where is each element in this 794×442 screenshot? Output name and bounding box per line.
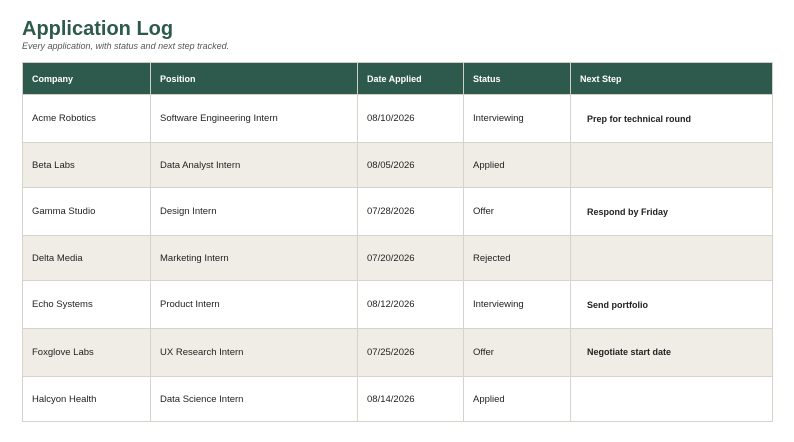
date-applied-cell: 08/05/2026: [358, 143, 464, 188]
position-cell: UX Research Intern: [151, 329, 358, 377]
next-step-cell: [571, 377, 773, 422]
date-applied-cell: 08/12/2026: [358, 281, 464, 329]
date-applied-cell: 08/10/2026: [358, 95, 464, 143]
column-header-status[interactable]: Status: [464, 63, 571, 95]
company-cell: Echo Systems: [23, 281, 151, 329]
page-title: Application Log: [22, 18, 174, 40]
table-header: [23, 63, 773, 95]
column-header-next-step[interactable]: Next Step: [571, 63, 773, 95]
next-step-cell: Prep for technical round: [571, 95, 773, 143]
status-cell: Applied: [464, 143, 571, 188]
position-cell: Product Intern: [151, 281, 358, 329]
column-header-company[interactable]: Company: [23, 63, 151, 95]
table-row[interactable]: [23, 143, 773, 188]
company-cell: Beta Labs: [23, 143, 151, 188]
status-cell: Offer: [464, 329, 571, 377]
date-applied-cell: 07/25/2026: [358, 329, 464, 377]
position-cell: Design Intern: [151, 188, 358, 236]
status-cell: Interviewing: [464, 95, 571, 143]
next-step-cell: Respond by Friday: [571, 188, 773, 236]
status-cell: Rejected: [464, 236, 571, 281]
date-applied-cell: 07/20/2026: [358, 236, 464, 281]
column-header-date-applied[interactable]: Date Applied: [358, 63, 464, 95]
column-header-position[interactable]: Position: [151, 63, 358, 95]
date-applied-cell: 08/14/2026: [358, 377, 464, 422]
status-cell: Offer: [464, 188, 571, 236]
table-row[interactable]: [23, 329, 773, 377]
next-step-cell: [571, 236, 773, 281]
table-body: [23, 95, 773, 422]
header-row: [23, 63, 773, 95]
company-cell: Gamma Studio: [23, 188, 151, 236]
company-cell: Foxglove Labs: [23, 329, 151, 377]
page-subtitle: Every application, with status and next step tracked.: [22, 41, 230, 51]
table-row[interactable]: [23, 188, 773, 236]
position-cell: Software Engineering Intern: [151, 95, 358, 143]
status-cell: Applied: [464, 377, 571, 422]
company-cell: Delta Media: [23, 236, 151, 281]
table-row[interactable]: [23, 95, 773, 143]
next-step-cell: Negotiate start date: [571, 329, 773, 377]
position-cell: Marketing Intern: [151, 236, 358, 281]
position-cell: Data Science Intern: [151, 377, 358, 422]
table-row[interactable]: [23, 377, 773, 422]
table-row[interactable]: [23, 236, 773, 281]
table-row[interactable]: [23, 281, 773, 329]
next-step-cell: [571, 143, 773, 188]
company-cell: Acme Robotics: [23, 95, 151, 143]
company-cell: Halcyon Health: [23, 377, 151, 422]
position-cell: Data Analyst Intern: [151, 143, 358, 188]
application-table: [22, 62, 773, 422]
status-cell: Interviewing: [464, 281, 571, 329]
date-applied-cell: 07/28/2026: [358, 188, 464, 236]
next-step-cell: Send portfolio: [571, 281, 773, 329]
